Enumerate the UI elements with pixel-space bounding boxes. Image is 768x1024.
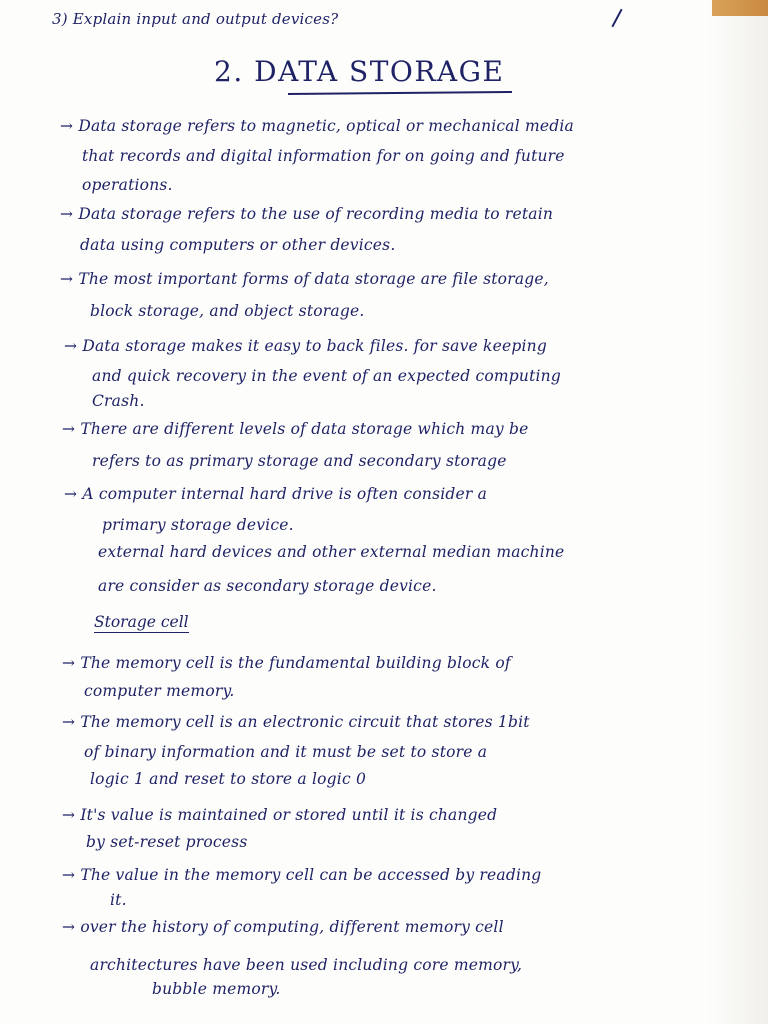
pen-tick-mark xyxy=(611,9,622,28)
text-line: → The memory cell is the fundamental building block of xyxy=(62,654,511,672)
text-line: → A computer internal hard drive is often consider a xyxy=(64,485,488,503)
text-line: architectures have been used including core memory, xyxy=(90,956,523,974)
text-line: of binary information and it must be set to store a xyxy=(84,743,488,761)
text-line: that records and digital information for on going and future xyxy=(82,147,565,165)
text-line: → The most important forms of data storage are file storage, xyxy=(60,270,549,288)
question-line: 3) Explain input and output devices? xyxy=(52,10,339,28)
text-line: external hard devices and other external median machine xyxy=(98,543,565,561)
text-line: it. xyxy=(110,891,127,909)
text-line: → There are different levels of data storage which may be xyxy=(62,420,529,438)
text-line: → Data storage makes it easy to back files. for save keeping xyxy=(64,337,547,355)
text-line: → over the history of computing, different memory cell xyxy=(62,918,504,936)
corner-tab xyxy=(712,0,768,16)
text-line: block storage, and object storage. xyxy=(90,302,365,320)
text-line: logic 1 and reset to store a logic 0 xyxy=(90,770,367,788)
text-line: by set-reset process xyxy=(86,833,248,851)
text-line: primary storage device. xyxy=(102,516,294,534)
text-line: data using computers or other devices. xyxy=(80,236,396,254)
text-line: Crash. xyxy=(92,392,145,410)
text-line: operations. xyxy=(82,176,173,194)
text-line: are consider as secondary storage device. xyxy=(98,577,437,595)
text-line: → The value in the memory cell can be accessed by reading xyxy=(62,866,542,884)
title-underline xyxy=(288,91,512,95)
text-line: → Data storage refers to magnetic, optical or mechanical media xyxy=(60,117,575,135)
text-line: → It's value is maintained or stored until it is changed xyxy=(62,806,498,824)
text-line: → Data storage refers to the use of recording media to retain xyxy=(60,205,554,223)
section-heading-storage-cell: Storage cell xyxy=(94,613,189,631)
text-line: bubble memory. xyxy=(152,980,281,998)
page-title: 2. DATA STORAGE xyxy=(214,55,505,88)
text-line: and quick recovery in the event of an expected computing xyxy=(92,367,561,385)
page-edge-shadow xyxy=(708,0,768,1024)
text-line: → The memory cell is an electronic circuit that stores 1bit xyxy=(62,713,530,731)
text-line: refers to as primary storage and secondary storage xyxy=(92,452,507,470)
text-line: computer memory. xyxy=(84,682,235,700)
